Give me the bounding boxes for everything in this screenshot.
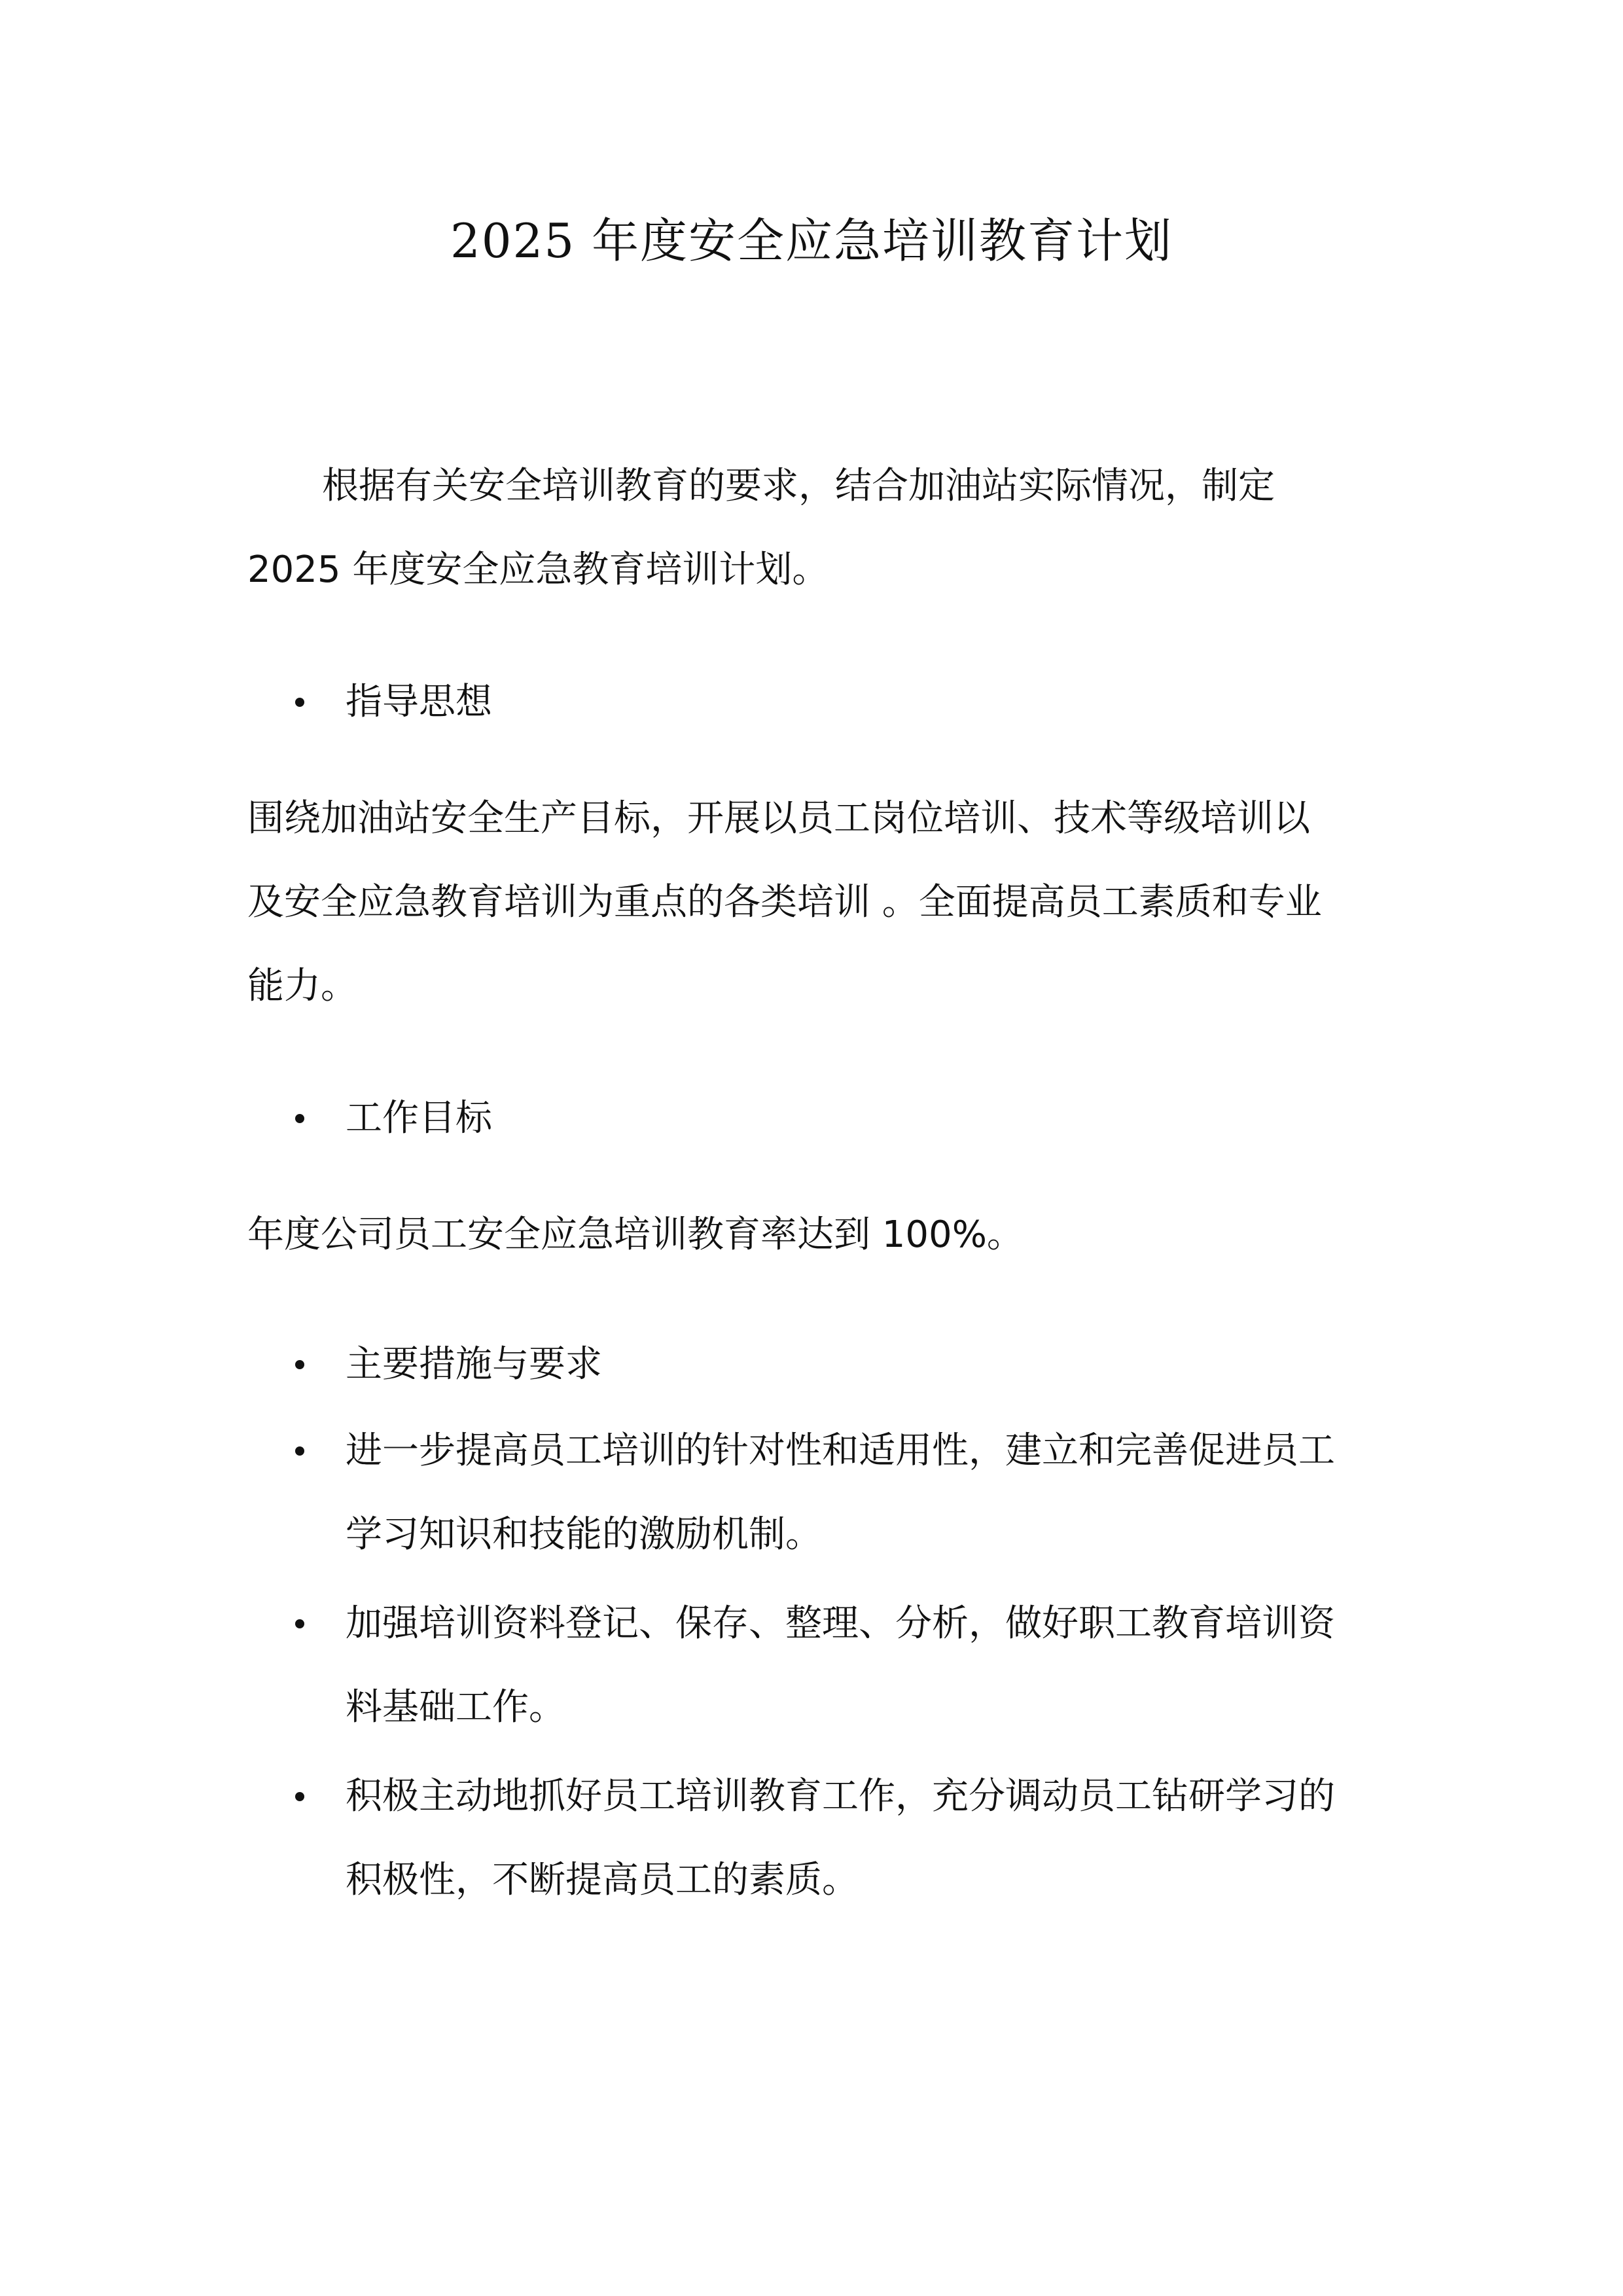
bullet-icon <box>295 1619 304 1628</box>
section3-heading: 主要措施与要求 <box>346 1343 602 1386</box>
measure-3-line-2: 积极性，不断提高员工的素质。 <box>346 1859 859 1901</box>
section1-line-2: 及安全应急教育培训为重点的各类培训 。全面提高员工素质和专业 <box>247 881 1322 924</box>
bullet-icon <box>295 698 304 707</box>
intro-line-2: 2025 年度安全应急教育培训计划。 <box>247 548 829 591</box>
bullet-icon <box>295 1792 304 1801</box>
measure-1-line-1: 进一步提高员工培训的针对性和适用性，建立和完善促进员工 <box>346 1429 1335 1472</box>
section1-line-1: 围绕加油站安全生产目标，开展以员工岗位培训、技术等级培训以 <box>247 797 1310 840</box>
measure-2-line-1: 加强培训资料登记、保存、整理、分析，做好职工教育培训资 <box>346 1602 1335 1645</box>
section2-text: 年度公司员工安全应急培训教育率达到 100%。 <box>247 1213 1024 1256</box>
measure-2-line-2: 料基础工作。 <box>346 1686 565 1729</box>
bullet-icon <box>295 1360 304 1369</box>
section1-line-3: 能力。 <box>247 965 357 1007</box>
document-title: 2025 年度安全应急培训教育计划 <box>450 213 1173 268</box>
measure-1-line-2: 学习知识和技能的激励机制。 <box>346 1513 822 1556</box>
bullet-icon <box>295 1446 304 1456</box>
measure-3-line-1: 积极主动地抓好员工培训教育工作，充分调动员工钻研学习的 <box>346 1775 1335 1818</box>
section1-heading: 指导思想 <box>346 681 492 723</box>
intro-line-1: 根据有关安全培训教育的要求，结合加油站实际情况，制定 <box>322 465 1275 507</box>
section2-heading: 工作目标 <box>346 1097 492 1139</box>
bullet-icon <box>295 1114 304 1123</box>
